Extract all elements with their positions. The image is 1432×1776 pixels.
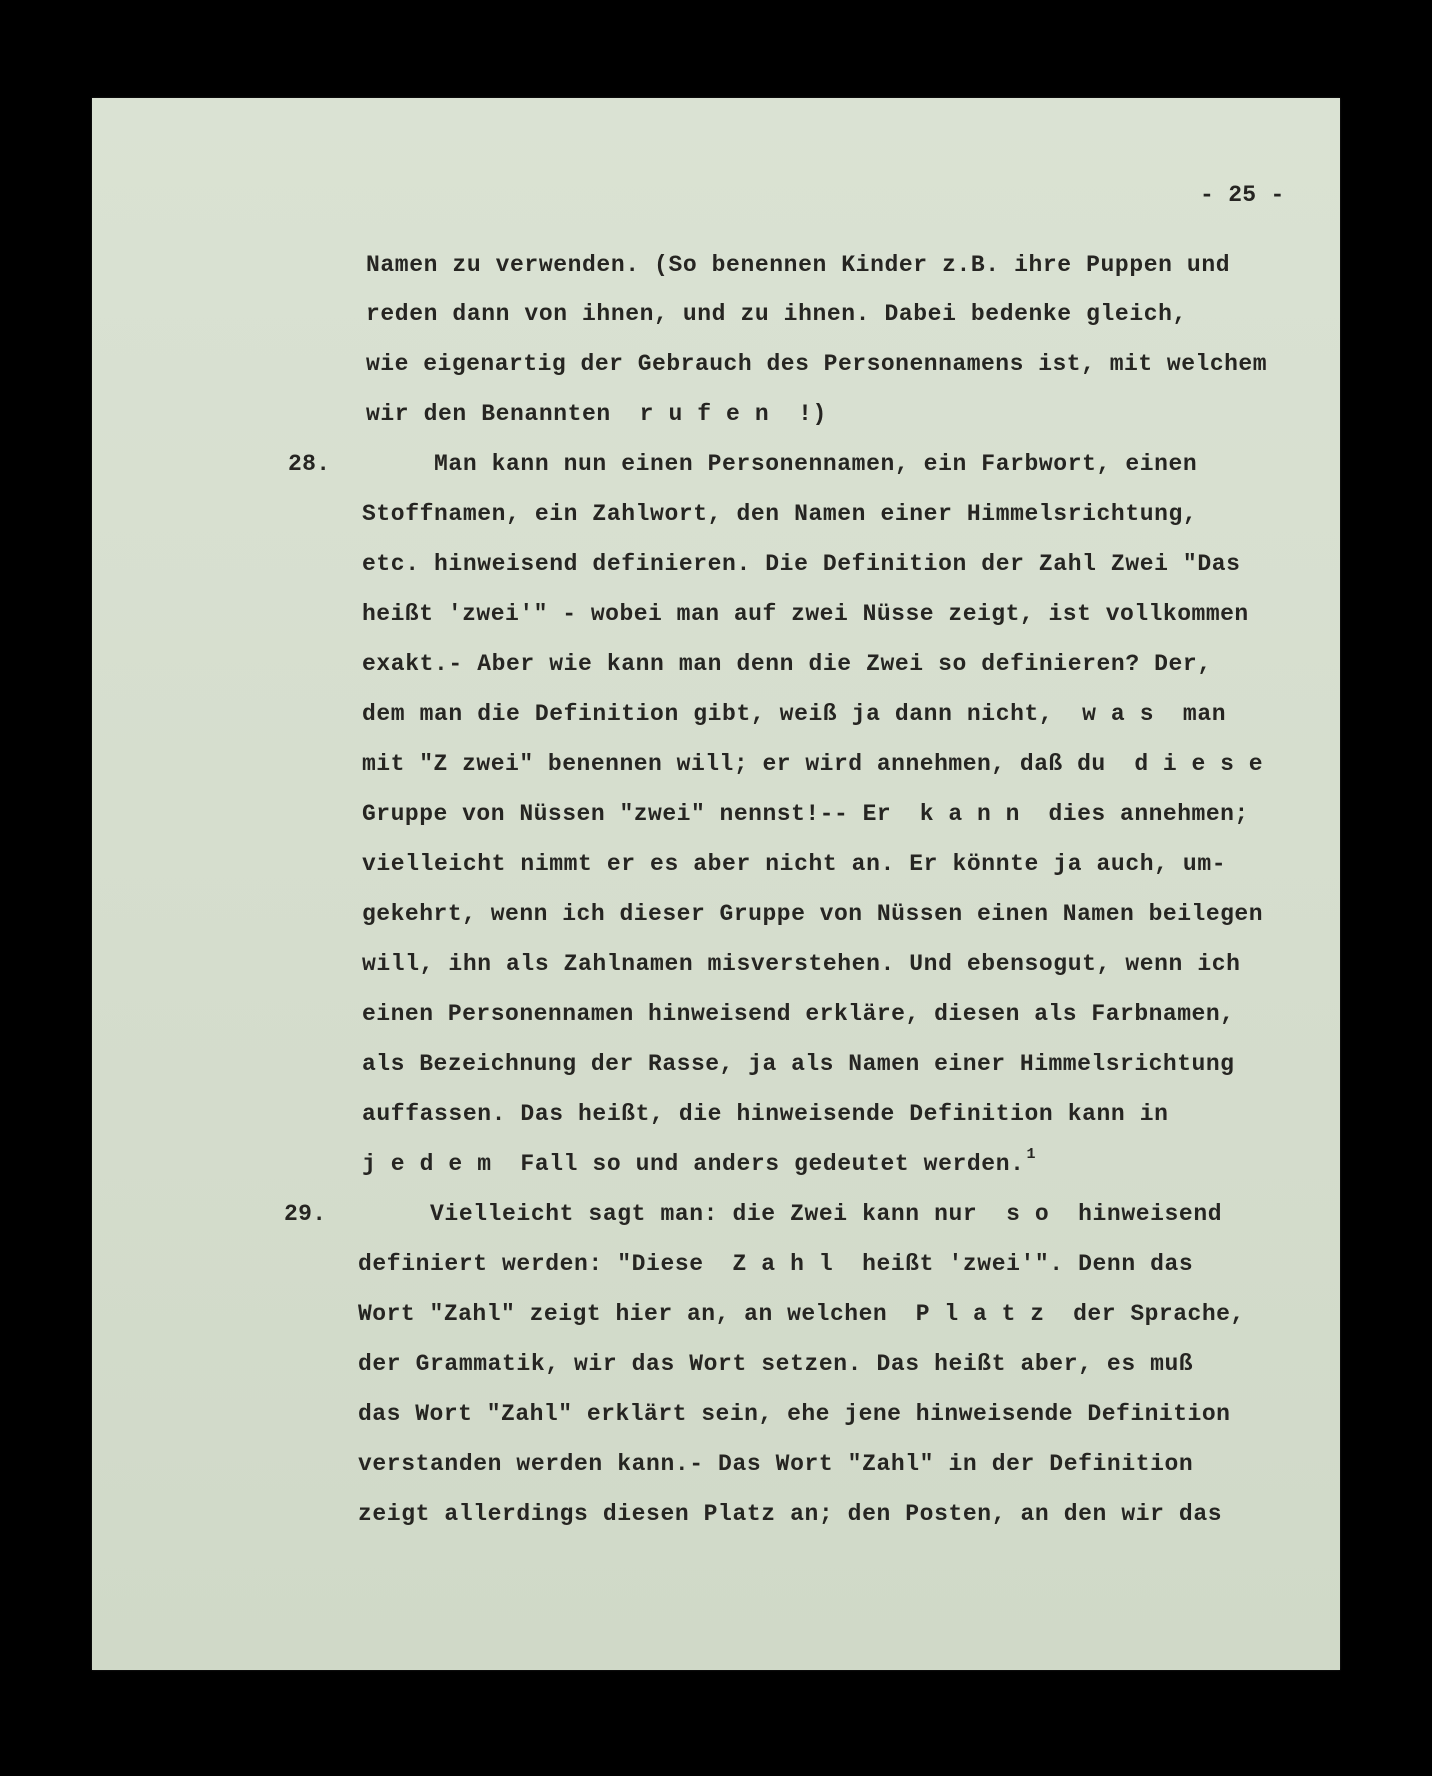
- text-line: dem man die Definition gibt, weiß ja dann nicht, w a s man: [362, 701, 1227, 727]
- text-line: verstanden werden kann.- Das Wort "Zahl" in der Definition: [358, 1451, 1194, 1477]
- text-line: als Bezeichnung der Rasse, ja als Namen einer Himmelsrichtung: [362, 1051, 1235, 1077]
- text-line: definiert werden: "Diese Z a h l heißt 'zwei'". Denn das: [358, 1251, 1194, 1277]
- text-line: das Wort "Zahl" erklärt sein, ehe jene hinweisende Definition: [358, 1401, 1231, 1427]
- text-line: will, ihn als Zahlnamen misverstehen. Und ebensogut, wenn ich: [362, 951, 1241, 977]
- text-line: einen Personennamen hinweisend erkläre, diesen als Farbnamen,: [362, 1001, 1235, 1027]
- text-line: etc. hinweisend definieren. Die Definition der Zahl Zwei "Das: [362, 551, 1241, 577]
- text-line: wir den Benannten r u f e n !): [366, 401, 827, 427]
- text-line: heißt 'zwei'" - wobei man auf zwei Nüsse zeigt, ist vollkommen: [362, 601, 1249, 627]
- text-line: exakt.- Aber wie kann man denn die Zwei so definieren? Der,: [362, 651, 1212, 677]
- text-line: Man kann nun einen Personennamen, ein Farbwort, einen: [362, 451, 1198, 477]
- text-line: [362, 1146, 1037, 1177]
- text-line: Wort "Zahl" zeigt hier an, an welchen P l a t z der Sprache,: [358, 1301, 1245, 1327]
- paragraph-number: 29.: [284, 1201, 327, 1227]
- text-line: Namen zu verwenden. (So benennen Kinder z.B. ihre Puppen und: [366, 252, 1231, 278]
- page-number: - 25 -: [1200, 182, 1285, 208]
- typescript-page: [92, 98, 1340, 1670]
- paragraph-number: 28.: [288, 451, 331, 477]
- text-line: gekehrt, wenn ich dieser Gruppe von Nüssen einen Namen beilegen: [362, 901, 1264, 927]
- text-line-content: j e d e m Fall so und anders gedeutet werden.: [362, 1151, 1025, 1177]
- text-line: vielleicht nimmt er es aber nicht an. Er könnte ja auch, um-: [362, 851, 1227, 877]
- text-line: der Grammatik, wir das Wort setzen. Das heißt aber, es muß: [358, 1351, 1194, 1377]
- text-line: zeigt allerdings diesen Platz an; den Posten, an den wir das: [358, 1501, 1223, 1527]
- text-line: mit "Z zwei" benennen will; er wird annehmen, daß du d i e s e: [362, 751, 1264, 777]
- text-line: reden dann von ihnen, und zu ihnen. Dabei bedenke gleich,: [366, 301, 1187, 327]
- text-line: wie eigenartig der Gebrauch des Personennamens ist, mit welchem: [366, 351, 1268, 377]
- text-line: Vielleicht sagt man: die Zwei kann nur s o hinweisend: [358, 1201, 1223, 1227]
- footnote-marker: 1: [1026, 1146, 1037, 1163]
- text-line: auffassen. Das heißt, die hinweisende Definition kann in: [362, 1101, 1169, 1127]
- text-line: Stoffnamen, ein Zahlwort, den Namen einer Himmelsrichtung,: [362, 501, 1198, 527]
- text-line: Gruppe von Nüssen "zwei" nennst!-- Er k a n n dies annehmen;: [362, 801, 1249, 827]
